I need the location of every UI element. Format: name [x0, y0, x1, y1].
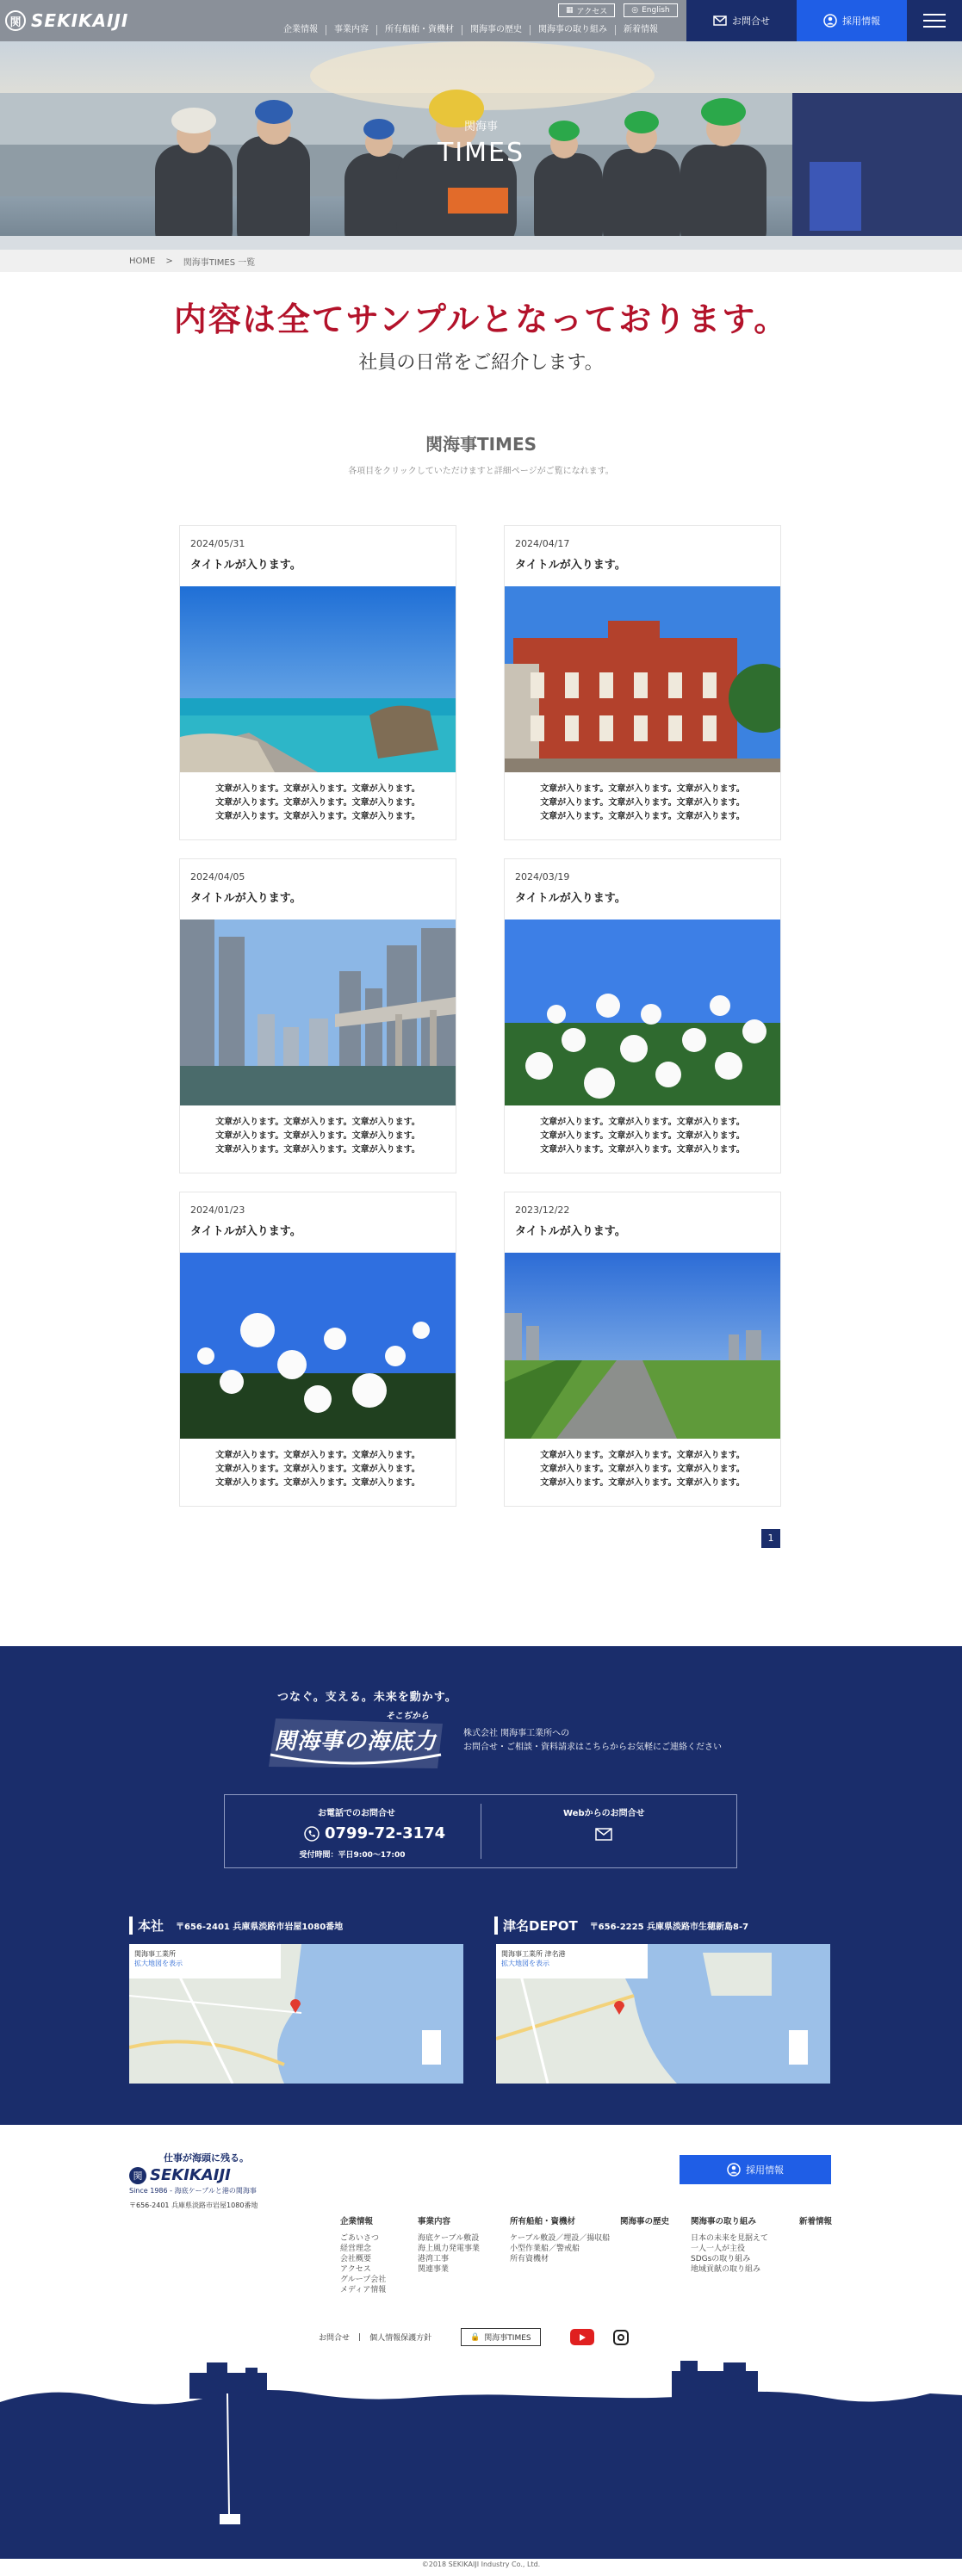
map-pin-icon: [289, 1997, 301, 2013]
office-hq-header: [129, 1917, 343, 1935]
card-body-line: 文章が入ります。文章が入ります。文章が入ります。: [215, 1118, 420, 1127]
phone-link[interactable]: [304, 1824, 445, 1842]
times-card[interactable]: [504, 858, 781, 1173]
web-contact-heading: Webからのお問合せ: [563, 1809, 645, 1818]
youtube-icon[interactable]: [570, 2329, 594, 2345]
footer-link[interactable]: 経営理念: [340, 2245, 372, 2253]
footer-col-business: [418, 2214, 480, 2275]
footer-col-heading[interactable]: 事業内容: [418, 2217, 451, 2226]
section-title: 関海事TIMES: [425, 434, 537, 455]
hero-banner: [0, 41, 962, 250]
brand-main-text: 関海事の海底力: [274, 1729, 438, 1755]
logo-mark-icon: 関: [5, 10, 26, 31]
access-link[interactable]: [558, 3, 615, 17]
card-date: 2024/01/23: [190, 1204, 245, 1216]
card-body-line: 文章が入ります。文章が入ります。文章が入ります。: [215, 784, 420, 794]
footer-link[interactable]: 一人一人が主役: [691, 2245, 746, 2253]
section-description: 各項目をクリックしていただけますと詳細ページがご覧になれます。: [348, 467, 614, 476]
card-image-riverside-path: [505, 1253, 780, 1439]
footer-col-heading[interactable]: 所有船舶・資機材: [510, 2217, 576, 2226]
building-icon: ▦: [566, 6, 574, 15]
global-nav: [276, 25, 666, 35]
hero-title: TIMES: [437, 138, 525, 168]
privacy-policy-link[interactable]: 個人情報保護方針: [369, 2334, 432, 2343]
access-link-label: アクセス: [576, 7, 608, 16]
card-body-line: 文章が入ります。文章が入ります。文章が入ります。: [215, 1464, 420, 1474]
site-header: [0, 0, 962, 41]
sample-notice-subtitle: 社員の日常をご紹介します。: [358, 352, 604, 374]
globe-icon: ◎: [631, 6, 639, 15]
mail-icon: [713, 15, 727, 26]
card-body-line: 文章が入ります。文章が入ります。文章が入ります。: [540, 798, 745, 808]
card-title: タイトルが入ります。: [190, 892, 301, 905]
card-date: 2024/04/17: [515, 538, 570, 549]
footer-col-news: [799, 2214, 832, 2233]
office-hq-name: 本社: [129, 1917, 164, 1935]
menu-bar-icon: [923, 14, 946, 15]
map-info-box: [129, 1944, 281, 1978]
times-card[interactable]: [179, 858, 456, 1173]
nav-item-history[interactable]: 関海事の歴史: [462, 25, 530, 35]
footer-col-vessels: [510, 2214, 613, 2264]
map-info-box: [496, 1944, 648, 1978]
card-body-line: 文章が入ります。文章が入ります。文章が入ります。: [215, 1131, 420, 1141]
footer-link[interactable]: 関連事業: [418, 2265, 450, 2274]
footer-link[interactable]: 日本の未来を見据えて: [691, 2234, 769, 2243]
contact-button-label: お問合せ: [732, 15, 770, 27]
footer-link[interactable]: 会社概要: [340, 2255, 372, 2263]
copyright: ©2018 SEKIKAIJI Industry Co., Ltd.: [421, 2561, 541, 2568]
lock-icon: 🔒: [470, 2332, 481, 2342]
footer-col-heading[interactable]: 関海事の歴史: [620, 2217, 670, 2226]
recruit-button-label: 採用情報: [842, 15, 880, 27]
nav-item-news[interactable]: 新着情報: [615, 25, 666, 35]
footer-link[interactable]: 海上風力発電事業: [418, 2245, 481, 2253]
contact-note-line: お問合せ・ご相談・資料請求はこちらからお気軽にご連絡ください: [463, 1743, 722, 1752]
card-body-line: 文章が入ります。文章が入ります。文章が入ります。: [215, 812, 420, 821]
card-image-coast: [180, 586, 456, 772]
card-body: [505, 1116, 780, 1157]
card-body-line: 文章が入ります。文章が入ります。文章が入ります。: [540, 812, 745, 821]
office-depot-map[interactable]: [496, 1944, 830, 2084]
card-body-line: 文章が入ります。文章が入ります。文章が入ります。: [540, 784, 745, 794]
map-place-name: 関海事工業所: [134, 1950, 176, 1958]
card-body-line: 文章が入ります。文章が入ります。文章が入ります。: [215, 1145, 420, 1155]
menu-bar-icon: [923, 20, 946, 22]
breadcrumb-current: 関海事TIMES 一覧: [183, 257, 256, 268]
card-body-line: 文章が入ります。文章が入ります。文章が入ります。: [540, 1118, 745, 1127]
times-card[interactable]: [504, 525, 781, 840]
card-title: タイトルが入ります。: [515, 559, 626, 572]
card-body-line: 文章が入ります。文章が入ります。文章が入ります。: [215, 1451, 420, 1460]
footer-recruit-label: 採用情報: [746, 2164, 784, 2176]
card-body: [505, 783, 780, 824]
card-body: [180, 1116, 456, 1157]
card-body-line: 文章が入ります。文章が入ります。文章が入ります。: [215, 1478, 420, 1488]
footer-logo[interactable]: [129, 2151, 258, 2210]
footer-link[interactable]: グループ会社: [340, 2276, 387, 2284]
instagram-icon[interactable]: [613, 2330, 629, 2345]
footer-col-history: [620, 2214, 669, 2233]
office-depot-header: [494, 1917, 748, 1935]
contact-note-line: 株式会社 関海事工業所への: [463, 1729, 570, 1738]
footer-contact-link[interactable]: お問合せ: [319, 2334, 351, 2343]
footer-address: 〒656-2401 兵庫県淡路市岩屋1080番地: [129, 2201, 258, 2209]
brand-logo: [265, 1706, 446, 1772]
map-enlarge-link[interactable]: 拡大地図を表示: [501, 1960, 549, 1967]
footer-sub-links: [319, 2328, 629, 2346]
card-body-line: 文章が入ります。文章が入ります。文章が入ります。: [540, 1478, 745, 1488]
footer-col-company: [340, 2214, 386, 2295]
phone-hours: 受付時間：平日9:00〜17:00: [299, 1851, 406, 1860]
office-depot-name: 津名DEPOT: [494, 1917, 578, 1935]
card-body-line: 文章が入ります。文章が入ります。文章が入ります。: [540, 1131, 745, 1141]
recruit-button[interactable]: [797, 0, 907, 41]
office-hq-map[interactable]: [129, 1944, 463, 2084]
office-hq-address: 〒656-2401 兵庫県淡路市岩屋1080番地: [176, 1923, 344, 1932]
card-body-line: 文章が入ります。文章が入ります。文章が入ります。: [540, 1464, 745, 1474]
card-image-city-river: [180, 920, 456, 1105]
card-date: 2024/05/31: [190, 538, 245, 549]
footer-logo-text: SEKIKAIJI: [150, 2166, 231, 2184]
footer-col-initiatives: [691, 2214, 768, 2275]
nav-item-vessels[interactable]: 所有船舶・資機材: [376, 25, 462, 35]
person-icon: [823, 14, 837, 28]
footer-col-heading[interactable]: 企業情報: [340, 2217, 374, 2226]
link-divider: |: [358, 2332, 362, 2342]
hero-subtitle: 関海事: [463, 121, 498, 133]
footer-link[interactable]: 小型作業船／警戒船: [510, 2245, 580, 2253]
card-image-building: [505, 586, 780, 772]
card-date: 2024/03/19: [515, 871, 570, 882]
nav-item-business[interactable]: 事業内容: [326, 25, 376, 35]
footer-link[interactable]: 海底ケーブル敷設: [418, 2234, 480, 2243]
card-body: [505, 1449, 780, 1490]
phone-number: 0799-72-3174: [325, 1824, 446, 1842]
breadcrumb: [0, 250, 962, 272]
logo-mark-icon: 関: [129, 2167, 146, 2184]
logo-text: SEKIKAIJI: [31, 10, 129, 31]
card-body: [180, 1449, 456, 1490]
phone-icon: [304, 1826, 320, 1842]
card-date: 2024/04/05: [190, 871, 245, 882]
footer-tagline: つなぐ。支える。未来を動かす。: [277, 1691, 457, 1704]
footer-catchphrase: 仕事が海頭に残る。: [164, 2152, 249, 2164]
times-link-label: 関海事TIMES: [484, 2334, 531, 2343]
person-icon: [727, 2163, 741, 2177]
times-card[interactable]: [179, 1192, 456, 1507]
footer-logo-row: [129, 2166, 258, 2184]
map-enlarge-link[interactable]: 拡大地図を表示: [134, 1960, 183, 1967]
card-image-rose-bush: [180, 1253, 456, 1439]
footer-link[interactable]: 地域貢献の取り組み: [691, 2265, 761, 2274]
footer-col-heading[interactable]: 関海事の取り組み: [691, 2217, 757, 2226]
card-title: タイトルが入ります。: [190, 559, 301, 572]
english-link-label: English: [642, 6, 670, 15]
times-link-button[interactable]: [461, 2328, 541, 2346]
card-title: タイトルが入ります。: [515, 1225, 626, 1238]
nav-item-company[interactable]: 企業情報: [283, 25, 318, 34]
top-links: [558, 3, 678, 17]
map-pin-icon: [613, 1999, 625, 2015]
hamburger-menu-button[interactable]: [907, 0, 962, 41]
footer-link[interactable]: 港湾工事: [418, 2255, 450, 2263]
english-link[interactable]: [624, 3, 677, 17]
footer-link[interactable]: ケーブル敷設／埋設／揚収船: [510, 2234, 611, 2243]
footer-since: Since 1986 - 海底ケーブルと港の関海事: [129, 2187, 257, 2195]
breadcrumb-separator: >: [165, 256, 173, 266]
card-body-line: 文章が入ります。文章が入ります。文章が入ります。: [540, 1145, 745, 1155]
web-contact-mail-icon[interactable]: [595, 1828, 612, 1844]
ship-silhouette-illustration: [0, 2359, 962, 2559]
card-title: タイトルが入ります。: [515, 892, 626, 905]
contact-button[interactable]: [686, 0, 797, 41]
footer-link[interactable]: SDGsの取り組み: [691, 2255, 751, 2263]
card-body-line: 文章が入ります。文章が入ります。文章が入ります。: [540, 1451, 745, 1460]
office-depot-address: 〒656-2225 兵庫県淡路市生穂新島8-7: [589, 1923, 749, 1932]
pagination-page-1[interactable]: 1: [761, 1529, 780, 1548]
nav-item-initiatives[interactable]: 関海事の取り組み: [530, 25, 615, 35]
card-body: [180, 783, 456, 824]
card-date: 2023/12/22: [515, 1204, 570, 1216]
footer-link[interactable]: メディア情報: [340, 2286, 387, 2294]
footer-col-heading[interactable]: 新着情報: [799, 2217, 833, 2226]
footer-link[interactable]: アクセス: [340, 2265, 371, 2274]
footer-recruit-button[interactable]: [680, 2155, 831, 2184]
site-logo[interactable]: [5, 7, 128, 34]
contact-box: [224, 1794, 737, 1868]
card-title: タイトルが入ります。: [190, 1225, 301, 1238]
footer-link[interactable]: 所有資機材: [510, 2255, 549, 2263]
card-image-white-roses: [505, 920, 780, 1105]
contact-note: [463, 1727, 722, 1755]
map-place-name: 関海事工業所 津名港: [501, 1950, 566, 1958]
brand-small-text: そこぢから: [386, 1712, 429, 1721]
footer-link[interactable]: ごあいさつ: [340, 2234, 380, 2243]
breadcrumb-home-link[interactable]: HOME: [129, 256, 156, 266]
menu-bar-icon: [923, 26, 946, 28]
card-body-line: 文章が入ります。文章が入ります。文章が入ります。: [215, 798, 420, 808]
phone-heading: お電話でのお問合せ: [318, 1809, 395, 1818]
times-card[interactable]: [179, 525, 456, 840]
times-card[interactable]: [504, 1192, 781, 1507]
sample-notice-title: 内容は全てサンプルとなっております。: [173, 300, 789, 338]
